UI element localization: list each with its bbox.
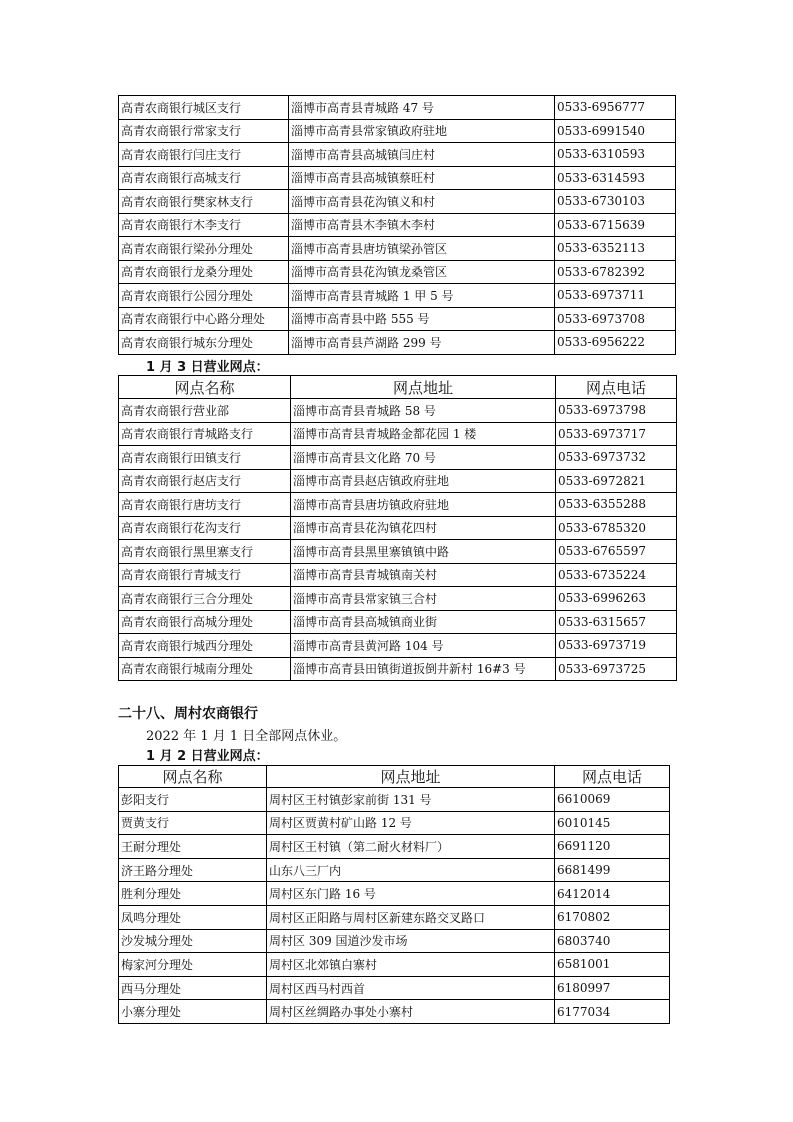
branch-name-cell: 高青农商银行公园分理处: [119, 284, 289, 308]
table-row: [119, 307, 676, 331]
branch-address-cell: 淄博市高青县高城镇商业街: [291, 610, 556, 634]
branch-address-cell: 淄博市高青县文化路 70 号: [291, 446, 556, 470]
branch-name-cell: 贾黄支行: [119, 811, 267, 835]
branch-phone-cell: 0533-6973719: [556, 634, 677, 658]
branch-phone-cell: 6691120: [555, 835, 670, 859]
branch-address-cell: 淄博市高青县青城路 1 甲 5 号: [289, 284, 555, 308]
branch-name-cell: 高青农商银行中心路分理处: [119, 307, 289, 331]
branch-phone-cell: 0533-6956777: [555, 96, 676, 120]
table-row: [119, 882, 670, 906]
branch-name-cell: 凤鸣分理处: [119, 905, 267, 929]
branch-phone-cell: 0533-6973717: [556, 422, 677, 446]
branch-name-cell: 高青农商银行高城支行: [119, 166, 289, 190]
branch-name-cell: 西马分理处: [119, 976, 267, 1000]
branch-name-cell: 高青农商银行梁孙分理处: [119, 237, 289, 261]
zhoucun-jan2-branches-table: [118, 765, 670, 1024]
table-row: [119, 493, 677, 517]
branch-address-cell: 淄博市高青县青城路 58 号: [291, 399, 556, 423]
branch-address-cell: 周村区正阳路与周村区新建东路交叉路口: [267, 905, 555, 929]
branch-name-cell: 高青农商银行唐坊支行: [119, 493, 291, 517]
branch-address-cell: 淄博市高青县青城路金都花园 1 楼: [291, 422, 556, 446]
branch-name-cell: 彭阳支行: [119, 788, 267, 812]
branch-address-cell: 周村区王村镇彭家前街 131 号: [267, 788, 555, 812]
branch-address-cell: 淄博市高青县花沟镇龙桑管区: [289, 260, 555, 284]
branch-address-cell: 淄博市高青县田镇街道扳倒井新村 16#3 号: [291, 657, 556, 681]
branch-phone-cell: 6412014: [555, 882, 670, 906]
branch-name-cell: 高青农商银行常家支行: [119, 119, 289, 143]
branch-address-cell: 山东八三厂内: [267, 858, 555, 882]
table-row: [119, 237, 676, 261]
branch-name-cell: 高青农商银行青城支行: [119, 563, 291, 587]
branch-phone-cell: 6581001: [555, 953, 670, 977]
branch-address-cell: 周村区东门路 16 号: [267, 882, 555, 906]
branch-address-cell: 淄博市高青县花沟镇花四村: [291, 516, 556, 540]
table-row: [119, 811, 670, 835]
branch-phone-cell: 6803740: [555, 929, 670, 953]
branch-address-cell: 淄博市高青县唐坊镇梁孙管区: [289, 237, 555, 261]
table-row: [119, 953, 670, 977]
branch-phone-cell: 6170802: [555, 905, 670, 929]
branch-phone-cell: 0533-6973798: [556, 399, 677, 423]
table-row: [119, 469, 677, 493]
branch-address-cell: 淄博市高青县中路 555 号: [289, 307, 555, 331]
table-row: [119, 119, 676, 143]
table-row: [119, 858, 670, 882]
table-row: [119, 657, 677, 681]
table2-header: [119, 376, 677, 399]
branch-name-cell: 高青农商银行龙桑分理处: [119, 260, 289, 284]
branch-address-cell: 淄博市高青县黑里寨镇镇中路: [291, 540, 556, 564]
branch-address-cell: 淄博市高青县常家镇三合村: [291, 587, 556, 611]
branch-phone-cell: 0533-6715639: [555, 213, 676, 237]
branch-phone-cell: 0533-6782392: [555, 260, 676, 284]
table-row: [119, 143, 676, 167]
branch-phone-cell: 0533-6972821: [556, 469, 677, 493]
branch-name-cell: 小寨分理处: [119, 1000, 267, 1024]
branch-name-cell: 高青农商银行青城路支行: [119, 422, 291, 446]
branch-address-cell: 淄博市高青县芦湖路 299 号: [289, 331, 555, 355]
jan3-open-branches-label: 1 月 3 日营业网点：: [146, 360, 269, 375]
branch-address-cell: 周村区丝绸路办事处小寨村: [267, 1000, 555, 1024]
table-row: [119, 446, 677, 470]
branch-address-cell: 淄博市高青县花沟镇义和村: [289, 190, 555, 214]
header-branch-phone: 网点电话: [556, 376, 677, 399]
table-row: [119, 587, 677, 611]
branch-phone-cell: 0533-6765597: [556, 540, 677, 564]
table1-body: [119, 96, 676, 355]
branch-address-cell: 淄博市高青县青城镇南关村: [291, 563, 556, 587]
branch-name-cell: 沙发城分理处: [119, 929, 267, 953]
header-branch-address: 网点地址: [267, 766, 555, 788]
branch-name-cell: 高青农商银行营业部: [119, 399, 291, 423]
branch-phone-cell: 6177034: [555, 1000, 670, 1024]
table-row: [119, 905, 670, 929]
table-row: [119, 929, 670, 953]
table-row: [119, 213, 676, 237]
branch-name-cell: 王耐分理处: [119, 835, 267, 859]
table-row: [119, 563, 677, 587]
branch-address-cell: 周村区西马村西首: [267, 976, 555, 1000]
table3-header: [119, 766, 670, 788]
table-row: [119, 610, 677, 634]
branch-name-cell: 高青农商银行赵店支行: [119, 469, 291, 493]
branch-name-cell: 高青农商银行三合分理处: [119, 587, 291, 611]
branch-name-cell: 高青农商银行花沟支行: [119, 516, 291, 540]
branch-address-cell: 周村区 309 国道沙发市场: [267, 929, 555, 953]
branch-address-cell: 淄博市高青县赵店镇政府驻地: [291, 469, 556, 493]
branch-phone-cell: 0533-6310593: [555, 143, 676, 167]
header-branch-phone: 网点电话: [555, 766, 670, 788]
branch-address-cell: 周村区北郊镇白寨村: [267, 953, 555, 977]
table-row: [119, 331, 676, 355]
branch-address-cell: 周村区王村镇（第二耐火材料厂）: [267, 835, 555, 859]
branch-phone-cell: 0533-6996263: [556, 587, 677, 611]
table-row: [119, 540, 677, 564]
table3-body: [119, 788, 670, 1024]
header-branch-name: 网点名称: [119, 376, 291, 399]
branch-address-cell: 淄博市高青县高城镇闫庄村: [289, 143, 555, 167]
branch-name-cell: 高青农商银行城区支行: [119, 96, 289, 120]
branch-address-cell: 淄博市高青县唐坊镇政府驻地: [291, 493, 556, 517]
table-row: [119, 835, 670, 859]
branch-phone-cell: 0533-6315657: [556, 610, 677, 634]
branch-address-cell: 周村区贾黄村矿山路 12 号: [267, 811, 555, 835]
branch-phone-cell: 0533-6973711: [555, 284, 676, 308]
table-row: [119, 634, 677, 658]
branch-phone-cell: 0533-6956222: [555, 331, 676, 355]
branch-phone-cell: 0533-6735224: [556, 563, 677, 587]
branch-name-cell: 高青农商银行田镇支行: [119, 446, 291, 470]
branch-phone-cell: 0533-6973725: [556, 657, 677, 681]
branch-phone-cell: 6681499: [555, 858, 670, 882]
gaoqing-jan3-branches-table: [118, 375, 677, 681]
branch-address-cell: 淄博市高青县青城路 47 号: [289, 96, 555, 120]
table-row: [119, 260, 676, 284]
branch-phone-cell: 0533-6991540: [555, 119, 676, 143]
branch-address-cell: 淄博市高青县高城镇蔡旺村: [289, 166, 555, 190]
branch-name-cell: 高青农商银行樊家林支行: [119, 190, 289, 214]
header-branch-address: 网点地址: [291, 376, 556, 399]
section-title-zhoucun: 二十八、周村农商银行: [118, 706, 258, 722]
table-row: [119, 96, 676, 120]
branch-phone-cell: 0533-6355288: [556, 493, 677, 517]
table-row: [119, 422, 677, 446]
branch-phone-cell: 0533-6314593: [555, 166, 676, 190]
table-row: [119, 1000, 670, 1024]
table-row: [119, 166, 676, 190]
branch-address-cell: 淄博市高青县木李镇木李村: [289, 213, 555, 237]
gaoqing-branches-table-continued: [118, 95, 676, 355]
branch-name-cell: 济王路分理处: [119, 858, 267, 882]
branch-name-cell: 高青农商银行城西分理处: [119, 634, 291, 658]
table-row: [119, 976, 670, 1000]
table-row: [119, 284, 676, 308]
branch-phone-cell: 6610069: [555, 788, 670, 812]
branch-name-cell: 高青农商银行城东分理处: [119, 331, 289, 355]
table-row: [119, 190, 676, 214]
branch-name-cell: 高青农商银行城南分理处: [119, 657, 291, 681]
branch-address-cell: 淄博市高青县黄河路 104 号: [291, 634, 556, 658]
branch-name-cell: 高青农商银行高城分理处: [119, 610, 291, 634]
table2-body: [119, 399, 677, 681]
branch-address-cell: 淄博市高青县常家镇政府驻地: [289, 119, 555, 143]
branch-phone-cell: 0533-6730103: [555, 190, 676, 214]
holiday-notice: 2022 年 1 月 1 日全部网点休业。: [146, 729, 347, 744]
branch-phone-cell: 6180997: [555, 976, 670, 1000]
branch-phone-cell: 0533-6352113: [555, 237, 676, 261]
jan2-open-branches-label: 1 月 2 日营业网点：: [146, 749, 269, 764]
table-row: [119, 399, 677, 423]
branch-name-cell: 梅家河分理处: [119, 953, 267, 977]
branch-name-cell: 高青农商银行黑里寨支行: [119, 540, 291, 564]
header-branch-name: 网点名称: [119, 766, 267, 788]
branch-phone-cell: 0533-6785320: [556, 516, 677, 540]
table-row: [119, 788, 670, 812]
branch-name-cell: 高青农商银行木李支行: [119, 213, 289, 237]
branch-phone-cell: 0533-6973708: [555, 307, 676, 331]
branch-name-cell: 胜利分理处: [119, 882, 267, 906]
table-row: [119, 516, 677, 540]
branch-phone-cell: 0533-6973732: [556, 446, 677, 470]
branch-name-cell: 高青农商银行闫庄支行: [119, 143, 289, 167]
branch-phone-cell: 6010145: [555, 811, 670, 835]
